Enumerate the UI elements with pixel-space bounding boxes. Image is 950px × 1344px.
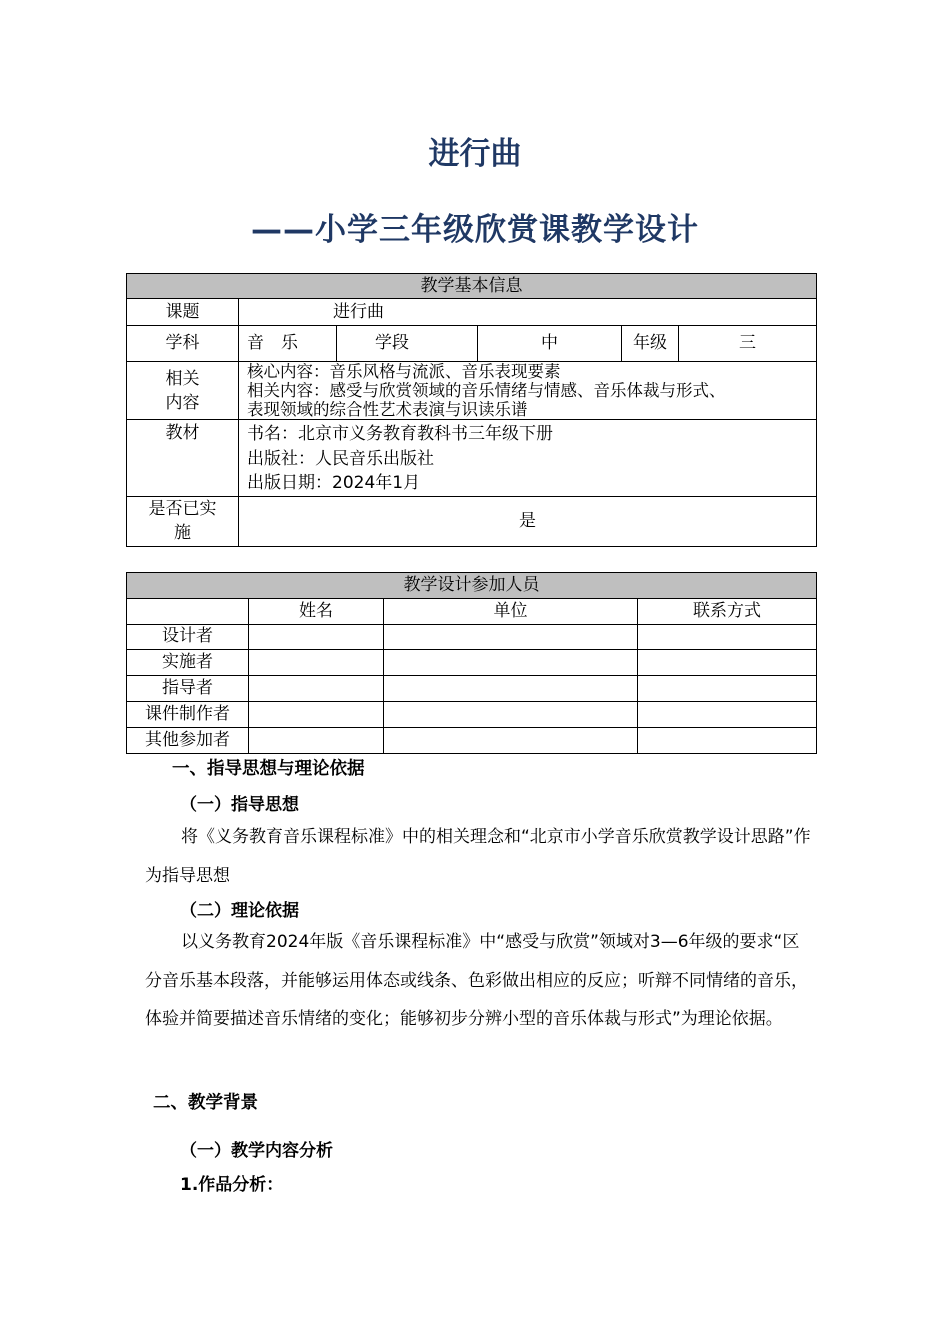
page-title: 进行曲 [428, 136, 522, 172]
contact-cell [638, 650, 817, 676]
basic-info-header: 教学基本信息 [127, 274, 817, 299]
name-cell [249, 727, 384, 753]
related-label-line1: 相关 [165, 368, 200, 389]
grade-label: 年级 [622, 326, 679, 362]
participants-header: 教学设计参加人员 [127, 573, 817, 599]
contact-cell [638, 701, 817, 727]
related-content-line2: 表现领域的综合性艺术表演与识读乐谱 [247, 400, 528, 419]
subject-label: 学科 [127, 326, 239, 362]
stage-value: 中 [478, 326, 622, 362]
topic-value: 进行曲 [239, 299, 817, 326]
material-label: 教材 [127, 420, 239, 497]
contact-cell [638, 727, 817, 753]
stage-label: 学段 [337, 326, 478, 362]
implemented-label-line2: 施 [174, 523, 191, 543]
section-2-heading: 二、教学背景 [153, 1093, 258, 1113]
role-advisor: 指导者 [127, 676, 249, 702]
role-designer: 设计者 [127, 624, 249, 650]
material-publish-date: 出版日期：2024年1月 [247, 473, 421, 493]
column-header-role [127, 598, 249, 624]
table-row [127, 650, 817, 676]
table-row [127, 624, 817, 650]
section-1-heading: 一、指导思想与理论依据 [172, 759, 365, 779]
related-label-line2: 内容 [165, 392, 200, 413]
unit-cell [384, 727, 638, 753]
contact-cell [638, 676, 817, 702]
role-implementer: 实施者 [127, 650, 249, 676]
participants-table [126, 572, 817, 754]
section-2-1-heading: （一）教学内容分析 [180, 1141, 333, 1161]
unit-cell [384, 676, 638, 702]
implemented-label-line1: 是否已实 [148, 499, 217, 519]
table-row [127, 676, 817, 702]
material-book-name: 书名：北京市义务教育教科书三年级下册 [247, 424, 553, 444]
guiding-ideology-paragraph: 将《义务教育音乐课程标准》中的相关理念和“北京市小学音乐欣赏教学设计思路”作为指导思想 [145, 827, 811, 886]
section-1-2-body [145, 923, 815, 1039]
section-1-1-body [145, 818, 815, 895]
unit-cell [384, 624, 638, 650]
theoretical-basis-paragraph: 以义务教育2024年版《音乐课程标准》中“感受与欣赏”领域对3—6年级的要求“区分音乐基本段落，并能够运用体态或线条、色彩做出相应的反应；听辩不同情绪的音乐，体验并简要描述音乐情绪的变化；能够初步分辨小型的音乐体裁与形式”为理论依据。 [145, 932, 808, 1029]
column-header-name: 姓名 [249, 598, 384, 624]
role-other-participants: 其他参加者 [127, 727, 249, 753]
role-courseware-maker: 课件制作者 [127, 701, 249, 727]
name-cell [249, 650, 384, 676]
column-header-unit: 单位 [384, 598, 638, 624]
related-core-content: 核心内容：音乐风格与流派、音乐表现要素 [247, 362, 561, 381]
section-1-2-heading: （二）理论依据 [180, 901, 299, 921]
basic-info-table [126, 273, 817, 547]
unit-cell [384, 650, 638, 676]
name-cell [249, 624, 384, 650]
topic-label: 课题 [127, 299, 239, 326]
section-2-1-1-heading: 1.作品分析： [180, 1175, 284, 1195]
name-cell [249, 676, 384, 702]
contact-cell [638, 624, 817, 650]
table-row [127, 727, 817, 753]
material-publisher: 出版社：人民音乐出版社 [247, 448, 434, 469]
column-header-contact: 联系方式 [638, 598, 817, 624]
name-cell [249, 701, 384, 727]
subject-value: 音 乐 [239, 326, 337, 362]
page-subtitle: ——小学三年级欣赏课教学设计 [251, 212, 699, 248]
section-1-1-heading: （一）指导思想 [180, 795, 299, 815]
implemented-value: 是 [239, 496, 817, 546]
unit-cell [384, 701, 638, 727]
table-row [127, 701, 817, 727]
grade-value: 三 [679, 326, 817, 362]
related-content-line1: 相关内容：感受与欣赏领域的音乐情绪与情感、音乐体裁与形式、 [247, 381, 726, 400]
